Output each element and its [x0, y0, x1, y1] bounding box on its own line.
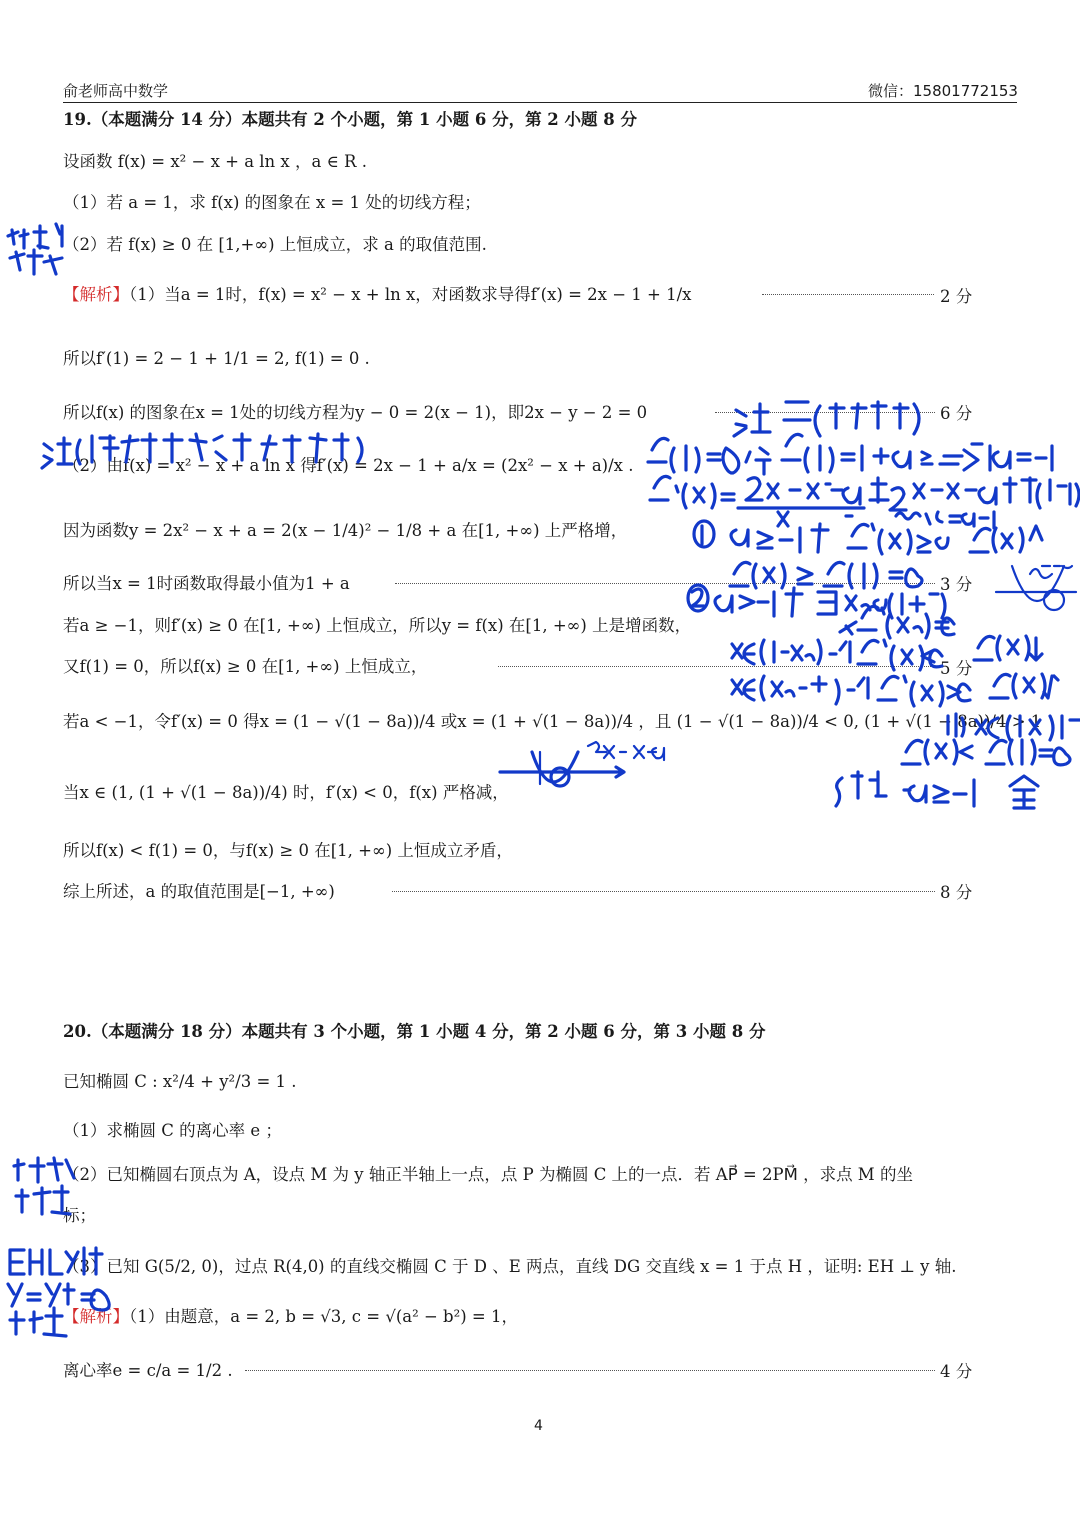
q20-stem: 已知椭圆 C : x²/4 + y²/3 = 1 .: [63, 1072, 297, 1091]
handwriting-parabola-sketches: [500, 566, 1076, 786]
q20-solution-line2: 离心率e = c/a = 1/2 .: [63, 1361, 233, 1380]
q19-solution-line11: 所以f(x) < f(1) = 0，与f(x) ≥ 0 在[1, +∞) 上恒成立矛盾，: [63, 841, 513, 860]
q20-title: 20.（本题满分 18 分）本题共有 3 个小题，第 1 小题 4 分，第 2 小题 6 分，第 3 小题 8 分: [63, 1022, 766, 1041]
q19-score-8: 8 分: [940, 883, 973, 902]
q19-solution-line2: 所以f′(1) = 2 − 1 + 1/1 = 2, f(1) = 0 .: [63, 349, 370, 368]
q19-s1-text: （1）当a = 1时，f(x) = x² − x + ln x，对函数求导得f′(x) = 2x − 1 + 1/x: [129, 285, 692, 304]
page-number: 4: [534, 1418, 543, 1434]
q19-score-3: 3 分: [940, 575, 973, 594]
dotted-leader: [498, 666, 935, 667]
q19-part1: （1）若 a = 1，求 f(x) 的图象在 x = 1 处的切线方程；: [63, 193, 481, 212]
solution-tag: 【解析】: [63, 1307, 129, 1326]
q19-solution-line7: 若a ≥ −1，则f′(x) ≥ 0 在[1, +∞) 上恒成立，所以y = f(x) 在[1, +∞) 上是增函数，: [63, 616, 692, 635]
header-rule: [63, 102, 1017, 103]
q20-score-4: 4 分: [940, 1362, 973, 1381]
header-left: 俞老师高中数学: [63, 82, 169, 100]
q20-solution-line1: [63, 1303, 518, 1327]
q19-score-2: 2 分: [940, 287, 973, 306]
q20-s1-text: （1）由题意，a = 2, b = √3, c = √(a² − b²) = 1，: [129, 1307, 518, 1326]
q19-solution-line8: 又f(1) = 0，所以f(x) ≥ 0 在[1, +∞) 上恒成立，: [63, 657, 428, 676]
handwriting-right-derivation: [648, 434, 1080, 808]
q19-score-6: 6 分: [940, 404, 973, 423]
header-right: 微信：15801772153: [868, 82, 1018, 100]
q19-part2: （2）若 f(x) ≥ 0 在 [1,+∞) 上恒成立，求 a 的取值范围.: [63, 235, 487, 254]
handwriting-left-1: [8, 224, 62, 274]
q19-solution-line6: 所以当x = 1时函数取得最小值为1 + a: [63, 574, 350, 593]
dotted-leader: [245, 1370, 935, 1371]
q19-title: 19.（本题满分 14 分）本题共有 2 个小题，第 1 小题 6 分，第 2 小题 8 分: [63, 110, 638, 129]
q19-solution-line9: 若a < −1，令f′(x) = 0 得x = (1 − √(1 − 8a))/4 或x = (1 + √(1 − 8a))/4 ，且 (1 − √(1 − 8a))/4 < 0, (1 + √(1 − 8a))/4 > 1: [63, 712, 1042, 731]
handwriting-right-1: [734, 402, 919, 436]
q20-part2: （2）已知椭圆右顶点为 A，设点 M 为 y 轴正半轴上一点，点 P 为椭圆 C 上的一点．若 AP⃗ = 2PM⃗ ，求点 M 的坐: [63, 1165, 913, 1184]
q19-solution-line1: [63, 281, 691, 305]
dotted-leader: [715, 412, 935, 413]
dotted-leader: [395, 583, 935, 584]
q19-solution-line12: 综上所述，a 的取值范围是[−1, +∞): [63, 882, 335, 901]
q19-solution-line3: 所以f(x) 的图象在x = 1处的切线方程为y − 0 = 2(x − 1)，即2x − y − 2 = 0: [63, 403, 648, 422]
dotted-leader: [392, 891, 935, 892]
q19-solution-line4: （2）由f(x) = x² − x + a ln x 得f′(x) = 2x − 1 + a/x = (2x² − x + a)/x .: [63, 456, 634, 475]
q19-solution-line10: 当x ∈ (1, (1 + √(1 − 8a))/4) 时，f′(x) < 0，f(x) 严格减，: [63, 783, 509, 802]
q20-part1: （1）求椭圆 C 的离心率 e ；: [63, 1121, 282, 1140]
dotted-leader: [762, 294, 934, 295]
q19-score-5: 5 分: [940, 659, 973, 678]
q20-part2-cont: 标；: [63, 1206, 96, 1225]
q19-stem: 设函数 f(x) = x² − x + a ln x ，a ∈ R .: [63, 152, 367, 171]
q19-solution-line5: 因为函数y = 2x² − x + a = 2(x − 1/4)² − 1/8 + a 在[1, +∞) 上严格增，: [63, 521, 628, 540]
solution-tag: 【解析】: [63, 285, 129, 304]
q20-part3: （3）已知 G(5/2, 0)，过点 R(4,0) 的直线交椭圆 C 于 D 、E 两点，直线 DG 交直线 x = 1 于点 H ，证明: EH ⊥ y 轴.: [63, 1257, 957, 1276]
